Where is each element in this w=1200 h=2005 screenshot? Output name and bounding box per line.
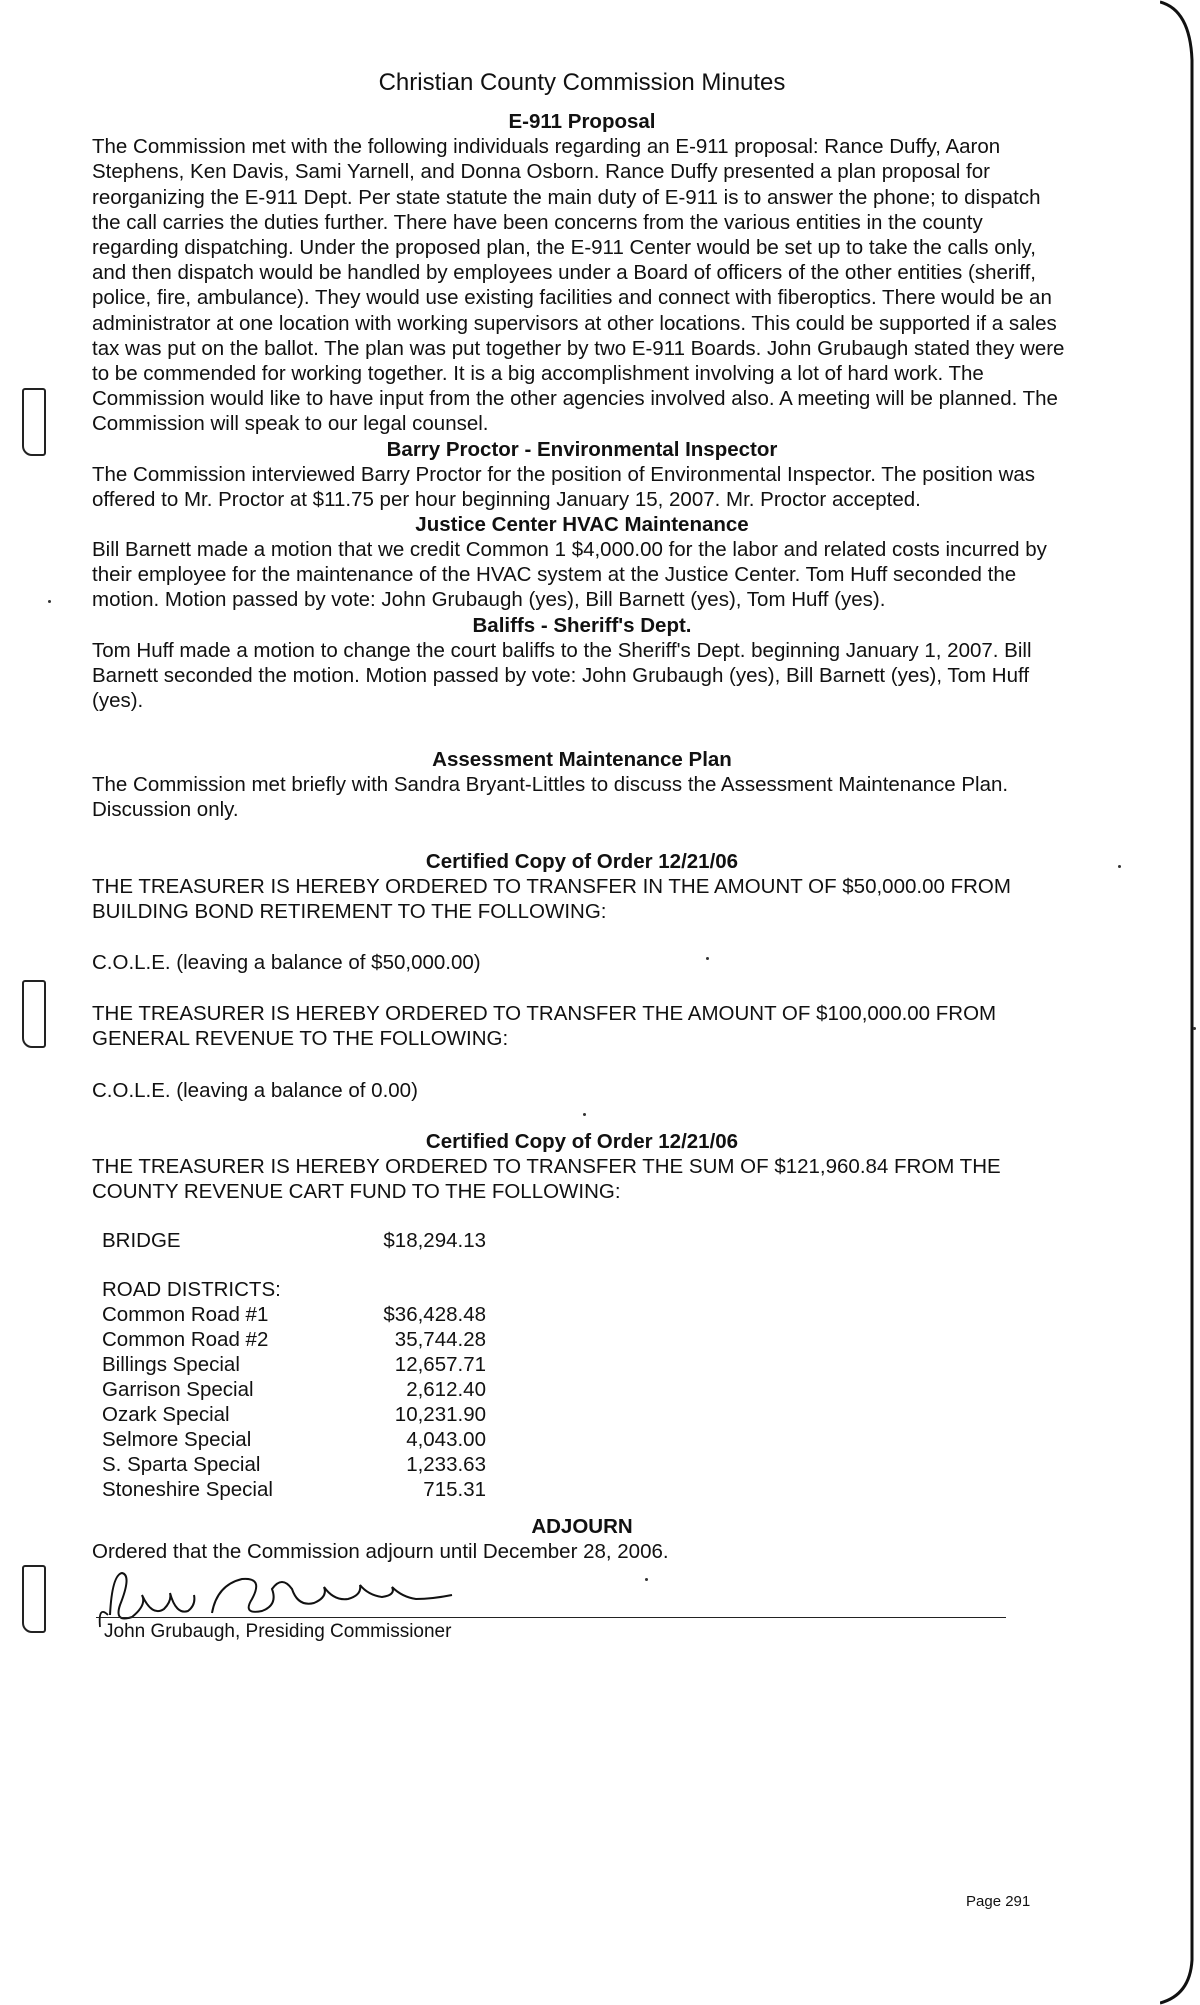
- page-edge-curve: [1160, 0, 1200, 2005]
- road-name: Ozark Special: [102, 1403, 230, 1427]
- minutes-content: [92, 70, 1072, 1661]
- binder-hole-middle: [22, 980, 46, 1048]
- road-districts-header: ROAD DISTRICTS:: [102, 1278, 281, 1302]
- bridge-label: BRIDGE: [102, 1229, 181, 1253]
- bridge-amount: $18,294.13: [383, 1229, 486, 1253]
- road-amount: 12,657.71: [394, 1353, 486, 1377]
- hvac-heading: Justice Center HVAC Maintenance: [415, 513, 749, 537]
- road-amount: 1,233.63: [406, 1453, 486, 1477]
- road-name: Common Road #1: [102, 1303, 269, 1327]
- table-row: [102, 1402, 486, 1427]
- order1-heading: Certified Copy of Order 12/21/06: [425, 849, 739, 873]
- road-name: Stoneshire Special: [102, 1478, 273, 1502]
- road-name: Common Road #2: [102, 1328, 269, 1352]
- page-number: Page 291: [966, 1893, 1031, 1910]
- road-amount: 2,612.40: [406, 1378, 486, 1402]
- binder-hole-top: [22, 388, 46, 456]
- proctor-heading: Barry Proctor - Environmental Inspector: [386, 437, 778, 461]
- road-districts-table: [102, 1277, 486, 1502]
- road-name: Garrison Special: [102, 1378, 254, 1402]
- order2-line1: THE TREASURER IS HEREBY ORDERED TO TRANSFER THE SUM OF $121,960.84 FROM THE COUNTY REVENUE CART FUND TO THE FOLLOWING:: [92, 1154, 1001, 1204]
- road-amount: 715.31: [423, 1478, 486, 1502]
- e911-heading: E-911 Proposal: [508, 110, 656, 134]
- proctor-body: The Commission interviewed Barry Proctor for the position of Environmental Inspector. The position was offered to Mr. Proctor at $11.75 per hour beginning January 15, 2007. Mr. Proctor accepted.: [92, 462, 1036, 511]
- table-row: [102, 1427, 486, 1452]
- table-row: [102, 1352, 486, 1377]
- hvac-body: Bill Barnett made a motion that we credit Common 1 $4,000.00 for the labor and related costs incurred by their employee for the maintenance of the HVAC system at the Justice Center. Tom Huff seconded the motion. Motion passed by vote: John Grubaugh (yes), Bill Barnett (yes), Tom Huff (yes).: [92, 538, 1047, 612]
- table-row: [102, 1327, 486, 1352]
- signature-line: [96, 1617, 1006, 1618]
- document-title: Christian County Commission Minutes: [378, 69, 786, 96]
- table-row: [102, 1302, 486, 1327]
- assessment-body: The Commission met briefly with Sandra Bryant-Littles to discuss the Assessment Maintenance Plan. Discussion only.: [92, 773, 1009, 822]
- road-name: Selmore Special: [102, 1428, 252, 1452]
- order1-line1: THE TREASURER IS HEREBY ORDERED TO TRANSFER IN THE AMOUNT OF $50,000.00 FROM BUILDING BOND RETIREMENT TO THE FOLLOWING:: [92, 874, 1011, 923]
- e911-body: The Commission met with the following individuals regarding an E-911 proposal: Rance Duffy, Aaron Stephens, Ken Davis, Sami Yarnell, and Donna Osborn. Rance Duffy presented a plan proposal for reorganizing the E-911 Dept. Per state statute the main duty of E-911 is to answer the phone; to dispatch the call carries the duties further. There have been concerns from the various entities in the county regarding dispatching. Under the proposed plan, the E-911 Center would be set up to take the calls only, and then dispatch would be handled by employees under a Board of officers of the other entities (sheriff, police, fire, ambulance). They would use existing facilities and connect with fiberoptics. There would be an administrator at one location with working supervisors at other locations. This could be supported if a sales tax was put on the ballot. The plan was put together by two E-911 Boards. John Grubaugh stated they were to be commended for working together. It is a big accomplishment involving a lot of hard work. The Commission would like to have input from the other agencies involved also. A meeting will be planned. The Commission will speak to our legal counsel.: [92, 135, 1065, 436]
- order1-line3: THE TREASURER IS HEREBY ORDERED TO TRANSFER THE AMOUNT OF $100,000.00 FROM GENERAL REVENUE TO THE FOLLOWING:: [92, 1002, 997, 1051]
- signature-block: [92, 1571, 1072, 1661]
- order1-line4: C.O.L.E. (leaving a balance of 0.00): [92, 1078, 418, 1102]
- adjourn-heading: ADJOURN: [531, 1515, 633, 1539]
- order1-line2: C.O.L.E. (leaving a balance of $50,000.00): [92, 951, 481, 975]
- table-row: [102, 1477, 486, 1502]
- order2-heading: Certified Copy of Order 12/21/06: [425, 1129, 739, 1153]
- road-name: S. Sparta Special: [102, 1453, 261, 1477]
- adjourn-body: Ordered that the Commission adjourn until December 28, 2006.: [92, 1540, 669, 1564]
- baliffs-body: Tom Huff made a motion to change the court baliffs to the Sheriff's Dept. beginning January 1, 2007. Bill Barnett seconded the motion. Motion passed by vote: John Grubaugh (yes), Bill Barnett (yes), Tom Huff (yes).: [92, 638, 1032, 713]
- bridge-table: [102, 1228, 486, 1253]
- signer-name: John Grubaugh, Presiding Commissioner: [104, 1620, 452, 1642]
- road-amount: 35,744.28: [394, 1328, 486, 1352]
- baliffs-heading: Baliffs - Sheriff's Dept.: [472, 613, 692, 637]
- binder-hole-bottom: [22, 1565, 46, 1633]
- road-amount: 4,043.00: [406, 1428, 486, 1452]
- road-amount: 10,231.90: [394, 1403, 486, 1427]
- table-row: [102, 1377, 486, 1402]
- road-amount: $36,428.48: [383, 1303, 486, 1327]
- assessment-heading: Assessment Maintenance Plan: [432, 748, 732, 772]
- table-row: [102, 1452, 486, 1477]
- adjourn-section: [92, 1514, 1072, 1660]
- table-row: [102, 1228, 486, 1253]
- table-row: [102, 1277, 486, 1302]
- road-name: Billings Special: [102, 1353, 240, 1377]
